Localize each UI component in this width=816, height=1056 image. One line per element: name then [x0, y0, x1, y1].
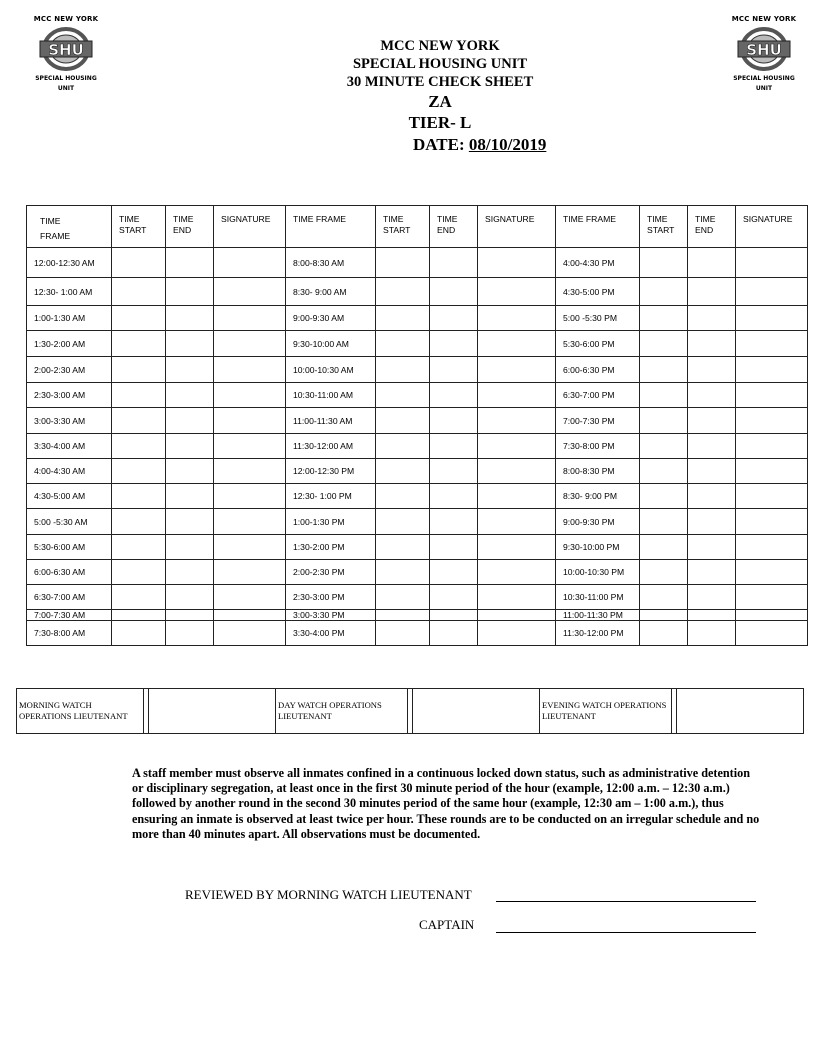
time-start-cell[interactable]	[376, 509, 430, 535]
time-start-cell[interactable]	[640, 306, 688, 331]
time-end-cell[interactable]	[688, 610, 736, 621]
time-frame-cell: 12:30- 1:00 PM	[286, 484, 376, 509]
signature-cell[interactable]	[214, 331, 286, 357]
time-start-cell[interactable]	[112, 621, 166, 646]
time-frame-cell: 8:00-8:30 AM	[286, 248, 376, 278]
time-end-cell[interactable]	[166, 484, 214, 509]
signature-cell[interactable]	[214, 535, 286, 560]
time-end-cell[interactable]	[688, 621, 736, 646]
time-frame-cell: 2:30-3:00 AM	[27, 383, 112, 408]
time-start-cell[interactable]	[112, 248, 166, 278]
time-end-cell[interactable]	[688, 383, 736, 408]
signature-cell[interactable]	[736, 459, 808, 484]
reviewed-by-signature-line[interactable]	[496, 901, 756, 902]
time-frame-cell: 9:30-10:00 PM	[556, 535, 640, 560]
watch-lieutenant-table	[16, 688, 804, 734]
time-end-cell[interactable]	[166, 585, 214, 610]
column-header: TIME FRAME	[27, 206, 112, 248]
time-start-cell[interactable]	[376, 610, 430, 621]
time-start-cell[interactable]	[112, 509, 166, 535]
column-header: TIME FRAME	[556, 206, 640, 248]
time-end-cell[interactable]	[166, 357, 214, 383]
table-row	[27, 484, 808, 509]
time-end-cell[interactable]	[430, 610, 478, 621]
signature-cell[interactable]	[214, 610, 286, 621]
time-frame-cell: 9:30-10:00 AM	[286, 331, 376, 357]
time-end-cell[interactable]	[430, 278, 478, 306]
time-frame-cell: 4:30-5:00 AM	[27, 484, 112, 509]
column-header: TIME END	[430, 206, 478, 248]
time-start-cell[interactable]	[112, 278, 166, 306]
signature-cell[interactable]	[478, 585, 556, 610]
signature-cell[interactable]	[736, 434, 808, 459]
time-start-cell[interactable]	[376, 535, 430, 560]
logo-top-text: MCC NEW YORK	[731, 15, 797, 23]
time-start-cell[interactable]	[640, 278, 688, 306]
signature-cell[interactable]	[736, 278, 808, 306]
time-frame-cell: 5:30-6:00 PM	[556, 331, 640, 357]
time-end-cell[interactable]	[166, 278, 214, 306]
time-end-cell[interactable]	[430, 459, 478, 484]
time-frame-cell: 6:30-7:00 AM	[27, 585, 112, 610]
time-end-cell[interactable]	[166, 408, 214, 434]
signature-cell[interactable]	[478, 383, 556, 408]
time-frame-cell: 7:00-7:30 PM	[556, 408, 640, 434]
time-frame-cell: 5:00 -5:30 PM	[556, 306, 640, 331]
signature-cell[interactable]	[736, 560, 808, 585]
signature-cell[interactable]	[214, 278, 286, 306]
table-row	[27, 383, 808, 408]
signature-cell[interactable]	[736, 484, 808, 509]
time-start-cell[interactable]	[112, 357, 166, 383]
table-row	[27, 306, 808, 331]
column-header: TIME FRAME	[286, 206, 376, 248]
time-start-cell[interactable]	[112, 560, 166, 585]
logo-top-text: MCC NEW YORK	[33, 15, 99, 23]
time-frame-cell: 11:00-11:30 AM	[286, 408, 376, 434]
time-frame-cell: 8:00-8:30 PM	[556, 459, 640, 484]
time-end-cell[interactable]	[430, 383, 478, 408]
time-frame-cell: 5:00 -5:30 AM	[27, 509, 112, 535]
signature-cell[interactable]	[478, 248, 556, 278]
time-start-cell[interactable]	[640, 331, 688, 357]
signature-cell[interactable]	[478, 331, 556, 357]
signature-cell[interactable]	[214, 248, 286, 278]
time-start-cell[interactable]	[112, 459, 166, 484]
shu-logo-left	[30, 14, 102, 92]
time-start-cell[interactable]	[640, 621, 688, 646]
signature-cell[interactable]	[214, 306, 286, 331]
time-start-cell[interactable]	[640, 585, 688, 610]
time-start-cell[interactable]	[376, 357, 430, 383]
time-end-cell[interactable]	[688, 331, 736, 357]
time-start-cell[interactable]	[376, 248, 430, 278]
time-frame-cell: 3:00-3:30 PM	[286, 610, 376, 621]
time-frame-cell: 11:30-12:00 PM	[556, 621, 640, 646]
signature-cell[interactable]	[736, 408, 808, 434]
signature-cell[interactable]	[478, 484, 556, 509]
time-start-cell[interactable]	[640, 535, 688, 560]
badge-text: SHU	[746, 41, 782, 59]
time-start-cell[interactable]	[376, 278, 430, 306]
time-frame-cell: 2:00-2:30 AM	[27, 357, 112, 383]
signature-cell[interactable]	[214, 459, 286, 484]
time-frame-cell: 1:30-2:00 PM	[286, 535, 376, 560]
time-frame-cell: 10:30-11:00 AM	[286, 383, 376, 408]
time-frame-cell: 3:00-3:30 AM	[27, 408, 112, 434]
time-frame-cell: 9:00-9:30 PM	[556, 509, 640, 535]
signature-cell[interactable]	[478, 278, 556, 306]
time-end-cell[interactable]	[430, 357, 478, 383]
time-frame-cell: 4:30-5:00 PM	[556, 278, 640, 306]
signature-cell[interactable]	[214, 383, 286, 408]
time-frame-cell: 7:00-7:30 AM	[27, 610, 112, 621]
date-label: DATE:	[413, 135, 465, 154]
time-frame-cell: 5:30-6:00 AM	[27, 535, 112, 560]
header-tier: TIER- L	[408, 113, 472, 132]
time-end-cell[interactable]	[688, 278, 736, 306]
time-frame-cell: 10:00-10:30 PM	[556, 560, 640, 585]
signature-cell[interactable]	[736, 357, 808, 383]
time-end-cell[interactable]	[166, 383, 214, 408]
signature-cell[interactable]	[736, 610, 808, 621]
time-start-cell[interactable]	[376, 621, 430, 646]
watch-label: DAY WATCH OPERATIONS LIEUTENANT	[276, 689, 408, 734]
table-body	[27, 248, 808, 646]
column-header: TIME START	[112, 206, 166, 248]
signature-cell[interactable]	[478, 459, 556, 484]
table-row	[27, 535, 808, 560]
watch-label: EVENING WATCH OPERATIONS LIEUTENANT	[540, 689, 672, 734]
time-end-cell[interactable]	[430, 408, 478, 434]
watch-signature-cell[interactable]	[149, 689, 276, 734]
signature-cell[interactable]	[214, 434, 286, 459]
time-start-cell[interactable]	[112, 535, 166, 560]
signature-cell[interactable]	[736, 535, 808, 560]
time-frame-cell: 6:00-6:30 AM	[27, 560, 112, 585]
table-row	[27, 621, 808, 646]
time-start-cell[interactable]	[640, 434, 688, 459]
time-end-cell[interactable]	[430, 509, 478, 535]
time-end-cell[interactable]	[688, 434, 736, 459]
table-row	[27, 408, 808, 434]
time-frame-cell: 7:30-8:00 PM	[556, 434, 640, 459]
time-start-cell[interactable]	[376, 434, 430, 459]
column-header: TIME START	[640, 206, 688, 248]
time-frame-cell: 12:00-12:30 PM	[286, 459, 376, 484]
signature-cell[interactable]	[736, 585, 808, 610]
time-frame-cell: 10:30-11:00 PM	[556, 585, 640, 610]
time-end-cell[interactable]	[430, 560, 478, 585]
time-frame-cell: 4:00-4:30 AM	[27, 459, 112, 484]
signature-cell[interactable]	[214, 509, 286, 535]
signature-cell[interactable]	[736, 383, 808, 408]
date-value: 08/10/2019	[468, 135, 547, 154]
time-end-cell[interactable]	[688, 560, 736, 585]
watch-signature-cell[interactable]	[677, 689, 804, 734]
header-unit-code: ZA	[428, 92, 452, 111]
time-start-cell[interactable]	[640, 357, 688, 383]
reviewed-by-label: REVIEWED BY MORNING WATCH LIEUTENANT	[185, 887, 472, 902]
time-frame-cell: 7:30-8:00 AM	[27, 621, 112, 646]
time-frame-cell: 11:00-11:30 PM	[556, 610, 640, 621]
time-end-cell[interactable]	[166, 621, 214, 646]
signature-cell[interactable]	[736, 248, 808, 278]
time-end-cell[interactable]	[430, 621, 478, 646]
watch-row	[17, 689, 804, 734]
column-header: TIME END	[166, 206, 214, 248]
time-frame-cell: 2:00-2:30 PM	[286, 560, 376, 585]
table-row	[27, 357, 808, 383]
time-frame-cell: 1:00-1:30 AM	[27, 306, 112, 331]
time-frame-cell: 10:00-10:30 AM	[286, 357, 376, 383]
time-end-cell[interactable]	[166, 331, 214, 357]
signature-cell[interactable]	[478, 621, 556, 646]
time-start-cell[interactable]	[112, 585, 166, 610]
time-start-cell[interactable]	[376, 585, 430, 610]
time-end-cell[interactable]	[430, 306, 478, 331]
column-header: TIME END	[688, 206, 736, 248]
time-start-cell[interactable]	[376, 459, 430, 484]
table-row	[27, 459, 808, 484]
time-start-cell[interactable]	[640, 484, 688, 509]
table-row	[27, 434, 808, 459]
time-start-cell[interactable]	[376, 484, 430, 509]
column-header: TIME START	[376, 206, 430, 248]
column-header: SIGNATURE	[736, 206, 808, 248]
check-sheet-table	[26, 205, 808, 646]
time-end-cell[interactable]	[688, 509, 736, 535]
time-frame-cell: 2:30-3:00 PM	[286, 585, 376, 610]
time-frame-cell: 8:30- 9:00 AM	[286, 278, 376, 306]
time-start-cell[interactable]	[376, 383, 430, 408]
time-start-cell[interactable]	[112, 434, 166, 459]
time-start-cell[interactable]	[376, 306, 430, 331]
header-sheet-title: 30 MINUTE CHECK SHEET	[346, 74, 534, 90]
time-end-cell[interactable]	[688, 357, 736, 383]
time-frame-cell: 12:30- 1:00 AM	[27, 278, 112, 306]
time-end-cell[interactable]	[430, 331, 478, 357]
signature-cell[interactable]	[736, 331, 808, 357]
time-start-cell[interactable]	[112, 383, 166, 408]
shu-logo-right	[728, 14, 800, 92]
time-frame-cell: 4:00-4:30 PM	[556, 248, 640, 278]
time-end-cell[interactable]	[688, 459, 736, 484]
shu-badge-icon	[38, 25, 94, 73]
time-start-cell[interactable]	[640, 383, 688, 408]
signature-cell[interactable]	[478, 306, 556, 331]
watch-label: MORNING WATCH OPERATIONS LIEUTENANT	[17, 689, 144, 734]
signature-cell[interactable]	[214, 621, 286, 646]
time-end-cell[interactable]	[430, 585, 478, 610]
signature-cell[interactable]	[478, 434, 556, 459]
time-frame-cell: 1:00-1:30 PM	[286, 509, 376, 535]
badge-text: SHU	[48, 41, 84, 59]
table-row	[27, 560, 808, 585]
time-end-cell[interactable]	[688, 408, 736, 434]
time-frame-cell: 11:30-12:00 AM	[286, 434, 376, 459]
time-start-cell[interactable]	[640, 408, 688, 434]
time-end-cell[interactable]	[688, 306, 736, 331]
signature-cell[interactable]	[214, 357, 286, 383]
signature-cell[interactable]	[478, 509, 556, 535]
time-end-cell[interactable]	[166, 248, 214, 278]
time-frame-cell: 1:30-2:00 AM	[27, 331, 112, 357]
time-end-cell[interactable]	[166, 459, 214, 484]
time-start-cell[interactable]	[640, 560, 688, 585]
time-start-cell[interactable]	[640, 248, 688, 278]
signature-cell[interactable]	[736, 306, 808, 331]
time-frame-cell: 9:00-9:30 AM	[286, 306, 376, 331]
table-row	[27, 331, 808, 357]
signature-cell[interactable]	[736, 509, 808, 535]
time-start-cell[interactable]	[112, 610, 166, 621]
watch-signature-cell[interactable]	[413, 689, 540, 734]
time-end-cell[interactable]	[166, 509, 214, 535]
date-line	[413, 135, 546, 155]
time-end-cell[interactable]	[430, 484, 478, 509]
time-end-cell[interactable]	[166, 560, 214, 585]
table-row	[27, 585, 808, 610]
shu-badge-icon	[736, 25, 792, 73]
signature-cell[interactable]	[478, 535, 556, 560]
observation-policy-notice: A staff member must observe all inmates confined in a continuous locked down status, such as administrative detention or disciplinary segregation, at least once in the first 30 minute period of the hour (example, 12:00 a.m. – 12:30 a.m.) followed by another round in the second 30 minutes period of the same hour (example, 12:30 am – 1:00 a.m.), thus ensuring an inmate is observed at least twice per hour. These rounds are to be conducted on an irregular schedule and no more than 40 minutes apart. All observations must be documented.	[132, 766, 760, 841]
time-end-cell[interactable]	[166, 434, 214, 459]
document-header	[290, 37, 590, 133]
header-facility: MCC NEW YORK	[380, 38, 500, 54]
column-header: SIGNATURE	[478, 206, 556, 248]
table-row	[27, 248, 808, 278]
table-header-row	[27, 206, 808, 248]
header-unit-name: SPECIAL HOUSING UNIT	[352, 56, 528, 72]
table-row	[27, 610, 808, 621]
signature-cell[interactable]	[478, 610, 556, 621]
table-row	[27, 509, 808, 535]
time-frame-cell: 6:30-7:00 PM	[556, 383, 640, 408]
time-end-cell[interactable]	[166, 610, 214, 621]
time-end-cell[interactable]	[166, 306, 214, 331]
time-start-cell[interactable]	[640, 610, 688, 621]
time-end-cell[interactable]	[688, 585, 736, 610]
signature-cell[interactable]	[214, 560, 286, 585]
time-end-cell[interactable]	[430, 248, 478, 278]
signature-cell[interactable]	[214, 408, 286, 434]
time-start-cell[interactable]	[376, 560, 430, 585]
signature-cell[interactable]	[214, 484, 286, 509]
time-frame-cell: 3:30-4:00 AM	[27, 434, 112, 459]
time-start-cell[interactable]	[376, 408, 430, 434]
time-end-cell[interactable]	[430, 535, 478, 560]
logo-bottom-text: SPECIAL HOUSING UNIT	[35, 75, 97, 92]
time-frame-cell: 6:00-6:30 PM	[556, 357, 640, 383]
column-header: SIGNATURE	[214, 206, 286, 248]
time-end-cell[interactable]	[688, 248, 736, 278]
logo-bottom-text: SPECIAL HOUSING UNIT	[733, 75, 795, 92]
time-end-cell[interactable]	[430, 434, 478, 459]
time-frame-cell: 12:00-12:30 AM	[27, 248, 112, 278]
time-end-cell[interactable]	[166, 535, 214, 560]
captain-label: CAPTAIN	[419, 917, 475, 932]
signature-cell[interactable]	[214, 585, 286, 610]
captain-signature-line[interactable]	[496, 932, 756, 933]
time-start-cell[interactable]	[112, 331, 166, 357]
signature-cell[interactable]	[478, 357, 556, 383]
time-start-cell[interactable]	[112, 306, 166, 331]
time-frame-cell: 8:30- 9:00 PM	[556, 484, 640, 509]
time-start-cell[interactable]	[112, 408, 166, 434]
time-start-cell[interactable]	[376, 331, 430, 357]
signature-cell[interactable]	[478, 408, 556, 434]
time-start-cell[interactable]	[640, 509, 688, 535]
time-end-cell[interactable]	[688, 535, 736, 560]
time-end-cell[interactable]	[688, 484, 736, 509]
time-start-cell[interactable]	[640, 459, 688, 484]
table-row	[27, 278, 808, 306]
time-start-cell[interactable]	[112, 484, 166, 509]
signature-cell[interactable]	[478, 560, 556, 585]
time-frame-cell: 3:30-4:00 PM	[286, 621, 376, 646]
signature-cell[interactable]	[736, 621, 808, 646]
